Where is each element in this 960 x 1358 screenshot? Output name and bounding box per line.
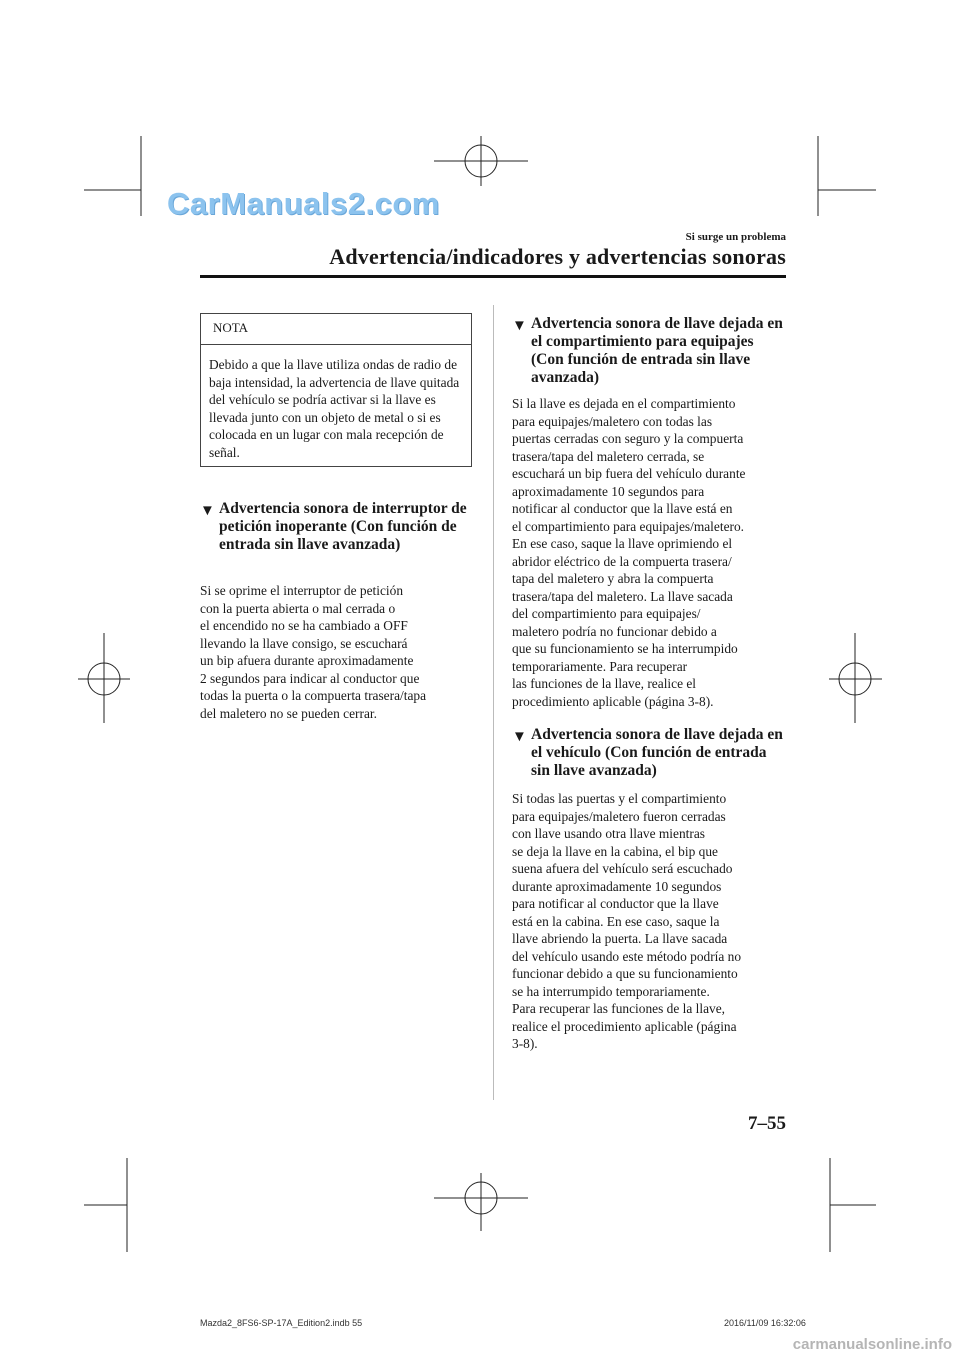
heading-text: Advertencia sonora de interruptor de petición inoperante (Con función de entrada sin llave avanzada) — [219, 500, 467, 553]
triangle-bullet-icon: ▼ — [512, 729, 527, 745]
section-heading-key-vehicle — [512, 726, 788, 780]
triangle-bullet-icon: ▼ — [512, 318, 527, 334]
footer-file-name: Mazda2_8FS6-SP-17A_Edition2.indb 55 — [200, 1318, 363, 1328]
column-divider — [493, 305, 494, 1100]
section-label: Si surge un problema — [685, 231, 786, 243]
page-number: 7–55 — [748, 1113, 786, 1134]
note-text: Debido a que la llave utiliza ondas de radio de baja intensidad, la advertencia de llave quitada del vehículo se podría activar si la llave es llevada junto con un objeto de metal o si es colocada en un lugar con mala recepción de señal. — [209, 357, 460, 460]
watermark-logo[interactable]: CarManuals2.com — [167, 186, 440, 221]
heading-text: Advertencia sonora de llave dejada en el vehículo (Con función de entrada sin llave avanzada) — [531, 726, 783, 779]
page-title: Advertencia/indicadores y advertencias sonoras — [329, 244, 786, 269]
watermark-footer[interactable]: carmanualsonline.info — [792, 1336, 952, 1353]
section-heading-request-switch — [200, 500, 476, 554]
triangle-bullet-icon: ▼ — [200, 503, 215, 519]
paragraph-key-vehicle: Si todas las puertas y el compartimiento para equipajes/maletero fueron cerradas con llave usando otra llave mientras se deja la llave en la cabina, el bip que suena afuera del vehículo será escuchado durante aproximadamente 10 segundos para notificar al conductor que la llave está en la cabina. En ese caso, saque la llave abriendo la puerta. La llave sacada del vehículo usando este método podría no funcionar debido a que su funcionamiento se ha interrumpido temporariamente. Para recuperar las funciones de la llave, realice el procedimiento aplicable (página 3-8). — [512, 791, 742, 1051]
section-heading-key-luggage — [512, 315, 788, 387]
paragraph-key-luggage: Si la llave es dejada en el compartimiento para equipajes/maletero con todas las puertas cerradas con seguro y la compuerta trasera/tapa del maletero cerrada, se escuchará un bip fuera del vehículo durante aproximadamente 10 segundos para notificar al conductor que la llave está en el compartimiento para equipajes/maletero. En ese caso, saque la llave oprimiendo el abridor eléctrico de la compuerta trasera/ tapa del maletero y abra la compuerta trasera/tapa del maletero. La llave sacada del compartimiento para equipajes/ maletero podría no funcionar debido a que su funcionamiento se ha interrumpido temporariamente. Para recuperar las funciones de la llave, realice el procedimiento aplicable (página 3-8). — [512, 396, 746, 709]
heading-text: Advertencia sonora de llave dejada en el compartimiento para equipajes (Con función de entrada sin llave avanzada) — [531, 315, 783, 386]
paragraph-request-switch: Si se oprime el interruptor de petición con la puerta abierta o mal cerrada o el encendido no se ha cambiado a OFF llevando la llave consigo, se escuchará un bip afuera durante aproximadamente 2 segundos para indicar al conductor que todas la puerta o la compuerta trasera/tapa del maletero no se pueden cerrar. — [200, 583, 427, 721]
footer-timestamp: 2016/11/09 16:32:06 — [724, 1318, 806, 1328]
header-rule — [200, 275, 786, 278]
note-box — [200, 313, 472, 467]
note-label: NOTA — [201, 314, 471, 345]
